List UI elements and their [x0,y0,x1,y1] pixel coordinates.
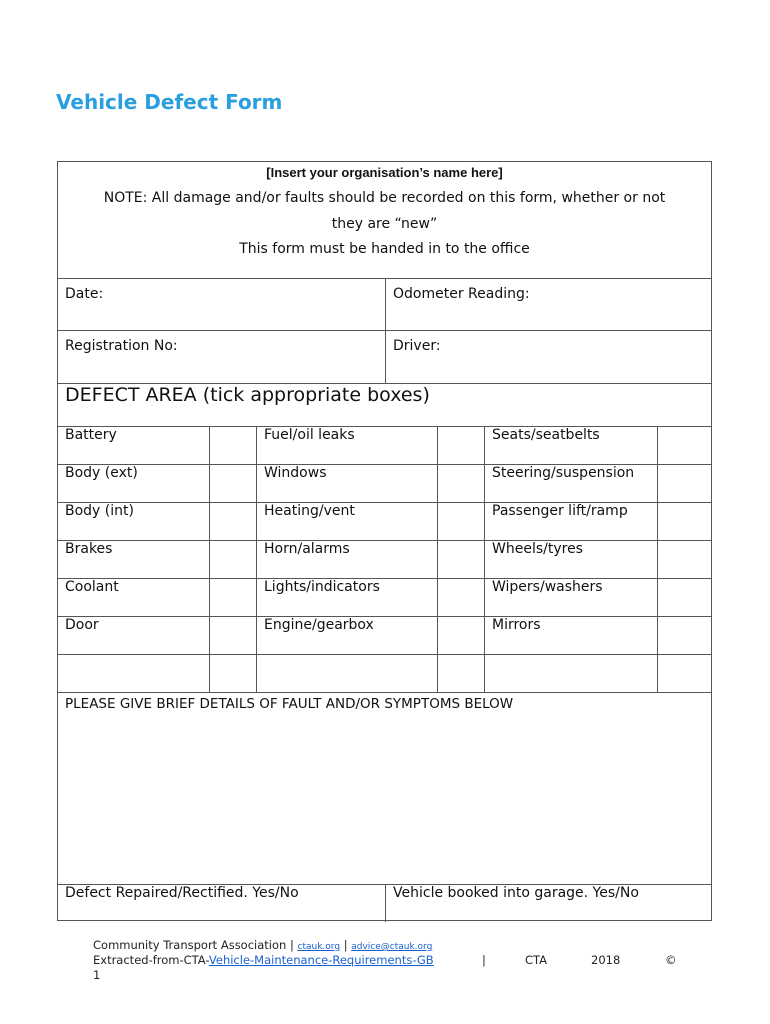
details-section[interactable] [58,693,711,885]
footer-copyright: © [665,953,677,967]
driver-field[interactable] [386,331,713,383]
defect-item-label-cell [257,617,438,654]
defect-item-label-cell [58,541,210,578]
defect-item-label: Horn/alarms [264,541,350,557]
note-line-2: they are “new” [331,215,438,232]
defect-item-label: Wheels/tyres [492,541,583,557]
tick-box[interactable] [438,427,485,464]
registration-field[interactable] [58,331,386,383]
tick-box[interactable] [210,465,257,502]
defect-repaired-label: Defect Repaired/Rectified. Yes/No [65,885,299,901]
defect-area-heading-row [58,384,711,427]
defect-row [58,465,711,503]
tick-box[interactable] [210,579,257,616]
defect-item-label: Coolant [65,579,119,595]
form-header [58,162,711,279]
tick-box[interactable] [658,579,713,616]
garage-booked-label: Vehicle booked into garage. Yes/No [393,885,639,901]
defect-repaired-field[interactable] [58,885,386,922]
footer-document-link[interactable]: Vehicle-Maintenance-Requirements-GB [208,953,434,967]
defect-item-label: Passenger lift/ramp [492,503,628,519]
defect-item-label: Battery [65,427,117,443]
repair-status-row [58,885,711,922]
tick-box[interactable] [658,427,713,464]
defect-item-label-cell [257,503,438,540]
defect-item-label-cell [257,579,438,616]
tick-box[interactable] [658,541,713,578]
defect-item-label: Wipers/washers [492,579,603,595]
form-title: Vehicle Defect Form [56,90,283,114]
page-footer [93,938,693,982]
footer-email-link[interactable]: advice@ctauk.org [351,942,433,952]
footer-website-link[interactable]: ctauk.org [297,942,341,952]
defect-item-label-cell [485,465,658,502]
driver-label: Driver: [393,338,441,354]
defect-item-label: Seats/seatbelts [492,427,600,443]
footer-separator: | [343,938,348,952]
defect-item-label-cell [257,541,438,578]
registration-label: Registration No: [65,338,178,354]
footer-year: 2018 [591,953,621,967]
defect-item-label: Door [65,617,99,633]
date-label: Date: [65,286,104,302]
odometer-field[interactable] [386,279,713,330]
defect-item-label: Heating/vent [264,503,355,519]
tick-box[interactable] [438,541,485,578]
defect-row [58,427,711,465]
defect-item-label: Body (int) [65,503,134,519]
defect-item-label: Engine/gearbox [264,617,374,633]
tick-box[interactable] [210,617,257,654]
defect-item-label-cell [257,427,438,464]
defect-item-label: Brakes [65,541,113,557]
defect-item-label-cell [485,427,658,464]
footer-line-2 [93,953,693,968]
defect-form [57,161,712,921]
tick-box[interactable] [658,503,713,540]
defect-item-label: Fuel/oil leaks [264,427,355,443]
defect-row [58,579,711,617]
tick-box[interactable] [210,503,257,540]
defect-item-label-cell [58,655,210,692]
footer-extracted [93,953,434,967]
defect-item-label-cell [485,541,658,578]
defect-item-label-cell [485,579,658,616]
defect-area-heading: DEFECT AREA (tick appropriate boxes) [65,384,430,406]
note-line-1: NOTE: All damage and/or faults should be recorded on this form, whether or not [103,190,666,206]
tick-box[interactable] [438,617,485,654]
registration-driver-row [58,331,711,384]
footer-separator: | [289,938,294,952]
odometer-label: Odometer Reading: [393,286,530,302]
defect-row [58,503,711,541]
tick-box[interactable] [658,655,713,692]
footer-line-1 [93,938,693,952]
tick-box[interactable] [210,541,257,578]
defect-item-label: Windows [264,465,327,481]
defect-item-label-cell [485,503,658,540]
page-number: 1 [93,968,101,982]
defect-row [58,617,711,655]
tick-box[interactable] [210,655,257,692]
defect-item-label-cell [485,655,658,692]
footer-cta: CTA [525,953,548,967]
defect-item-label-cell [257,655,438,692]
defect-item-label-cell [58,503,210,540]
date-odometer-row [58,279,711,331]
defect-item-label-cell [58,427,210,464]
note-text [58,186,711,263]
footer-extracted-prefix: Extracted-from-CTA- [93,953,209,967]
tick-box[interactable] [658,465,713,502]
tick-box[interactable] [438,465,485,502]
organisation-name-placeholder[interactable]: [Insert your organisation’s name here] [266,165,503,180]
footer-separator: | [482,953,486,967]
date-field[interactable] [58,279,386,330]
footer-org: Community Transport Association [93,938,287,952]
defect-item-label-cell [58,617,210,654]
defect-item-label-cell [58,579,210,616]
tick-box[interactable] [210,427,257,464]
defect-item-label: Mirrors [492,617,541,633]
note-line-3: This form must be handed in to the office [239,241,530,257]
defect-item-label: Steering/suspension [492,465,635,481]
defect-item-label: Lights/indicators [264,579,380,595]
defect-row [58,541,711,579]
tick-box[interactable] [438,579,485,616]
defect-item-label-cell [485,617,658,654]
defect-row [58,655,711,693]
garage-booked-field[interactable] [386,885,713,922]
tick-box[interactable] [438,503,485,540]
defect-item-label: Body (ext) [65,465,138,481]
tick-box[interactable] [438,655,485,692]
defect-item-label-cell [58,465,210,502]
tick-box[interactable] [658,617,713,654]
details-heading: PLEASE GIVE BRIEF DETAILS OF FAULT AND/OR SYMPTOMS BELOW [65,696,514,712]
defect-item-label-cell [257,465,438,502]
